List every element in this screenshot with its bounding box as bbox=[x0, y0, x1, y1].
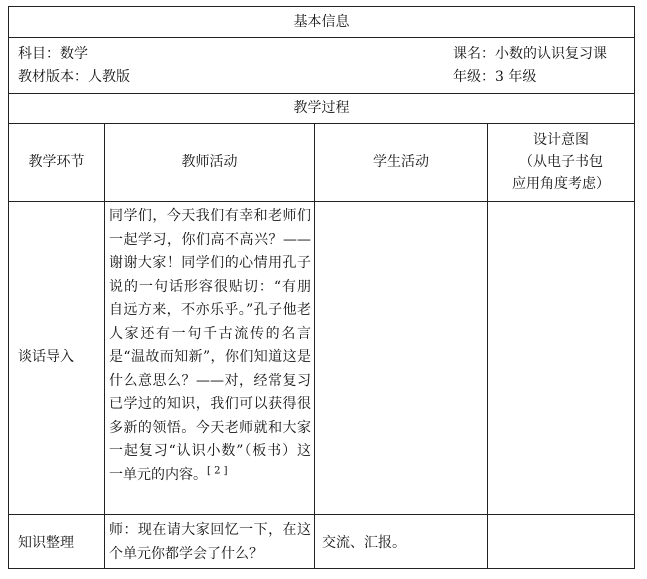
divider bbox=[314, 123, 315, 569]
course-name-field: 课名：小数的认识复习课 bbox=[453, 46, 607, 62]
divider bbox=[104, 123, 105, 569]
divider bbox=[9, 201, 634, 202]
row-stage-knowledge: 知识整理 bbox=[18, 535, 74, 551]
divider bbox=[9, 123, 634, 124]
row-stage-intro: 谈话导入 bbox=[18, 349, 74, 365]
teacher-activity-text: 同学们，今天我们有幸和老师们一起学习，你们高不高兴？——谢谢大家！同学们的心情用孔子说的一句话形容很贴切：“有朋自远方来，不亦乐乎。”孔子他老人家还有一句千古流传的名言是“温故而知新”，你们知道这是什么意思么？——对，经常复习已学过的知识，我们可以获得很多新的领悟。今天老师就和大家一起复习“认识小数”（板书）这一单元的内容。 bbox=[109, 208, 311, 483]
basic-info-title: 基本信息 bbox=[293, 14, 350, 30]
divider bbox=[9, 514, 634, 515]
header-stage: 教学环节 bbox=[28, 154, 85, 170]
row-teacher-activity-intro bbox=[109, 205, 311, 487]
header-design-intent-note: （从电子书包 bbox=[519, 154, 603, 170]
row-teacher-activity-knowledge: 师：现在请大家回忆一下，在这个单元你都学会了什么？ bbox=[109, 522, 311, 562]
subject-field: 科目：数学 bbox=[18, 46, 88, 62]
lesson-plan-table bbox=[8, 6, 635, 569]
citation-reference: [ 2 ] bbox=[207, 464, 228, 476]
header-student-activity: 学生活动 bbox=[373, 154, 429, 170]
divider bbox=[9, 93, 634, 94]
textbook-edition-field: 教材版本：人教版 bbox=[18, 69, 130, 85]
teaching-process-title: 教学过程 bbox=[293, 100, 350, 116]
header-design-intent: 设计意图 bbox=[533, 132, 589, 148]
divider bbox=[9, 37, 634, 38]
row-student-activity-knowledge: 交流、汇报。 bbox=[322, 535, 406, 551]
header-teacher-activity: 教师活动 bbox=[181, 154, 238, 170]
header-design-intent-note: 应用角度考虑） bbox=[512, 176, 610, 192]
grade-field: 年级：3 年级 bbox=[453, 69, 537, 85]
